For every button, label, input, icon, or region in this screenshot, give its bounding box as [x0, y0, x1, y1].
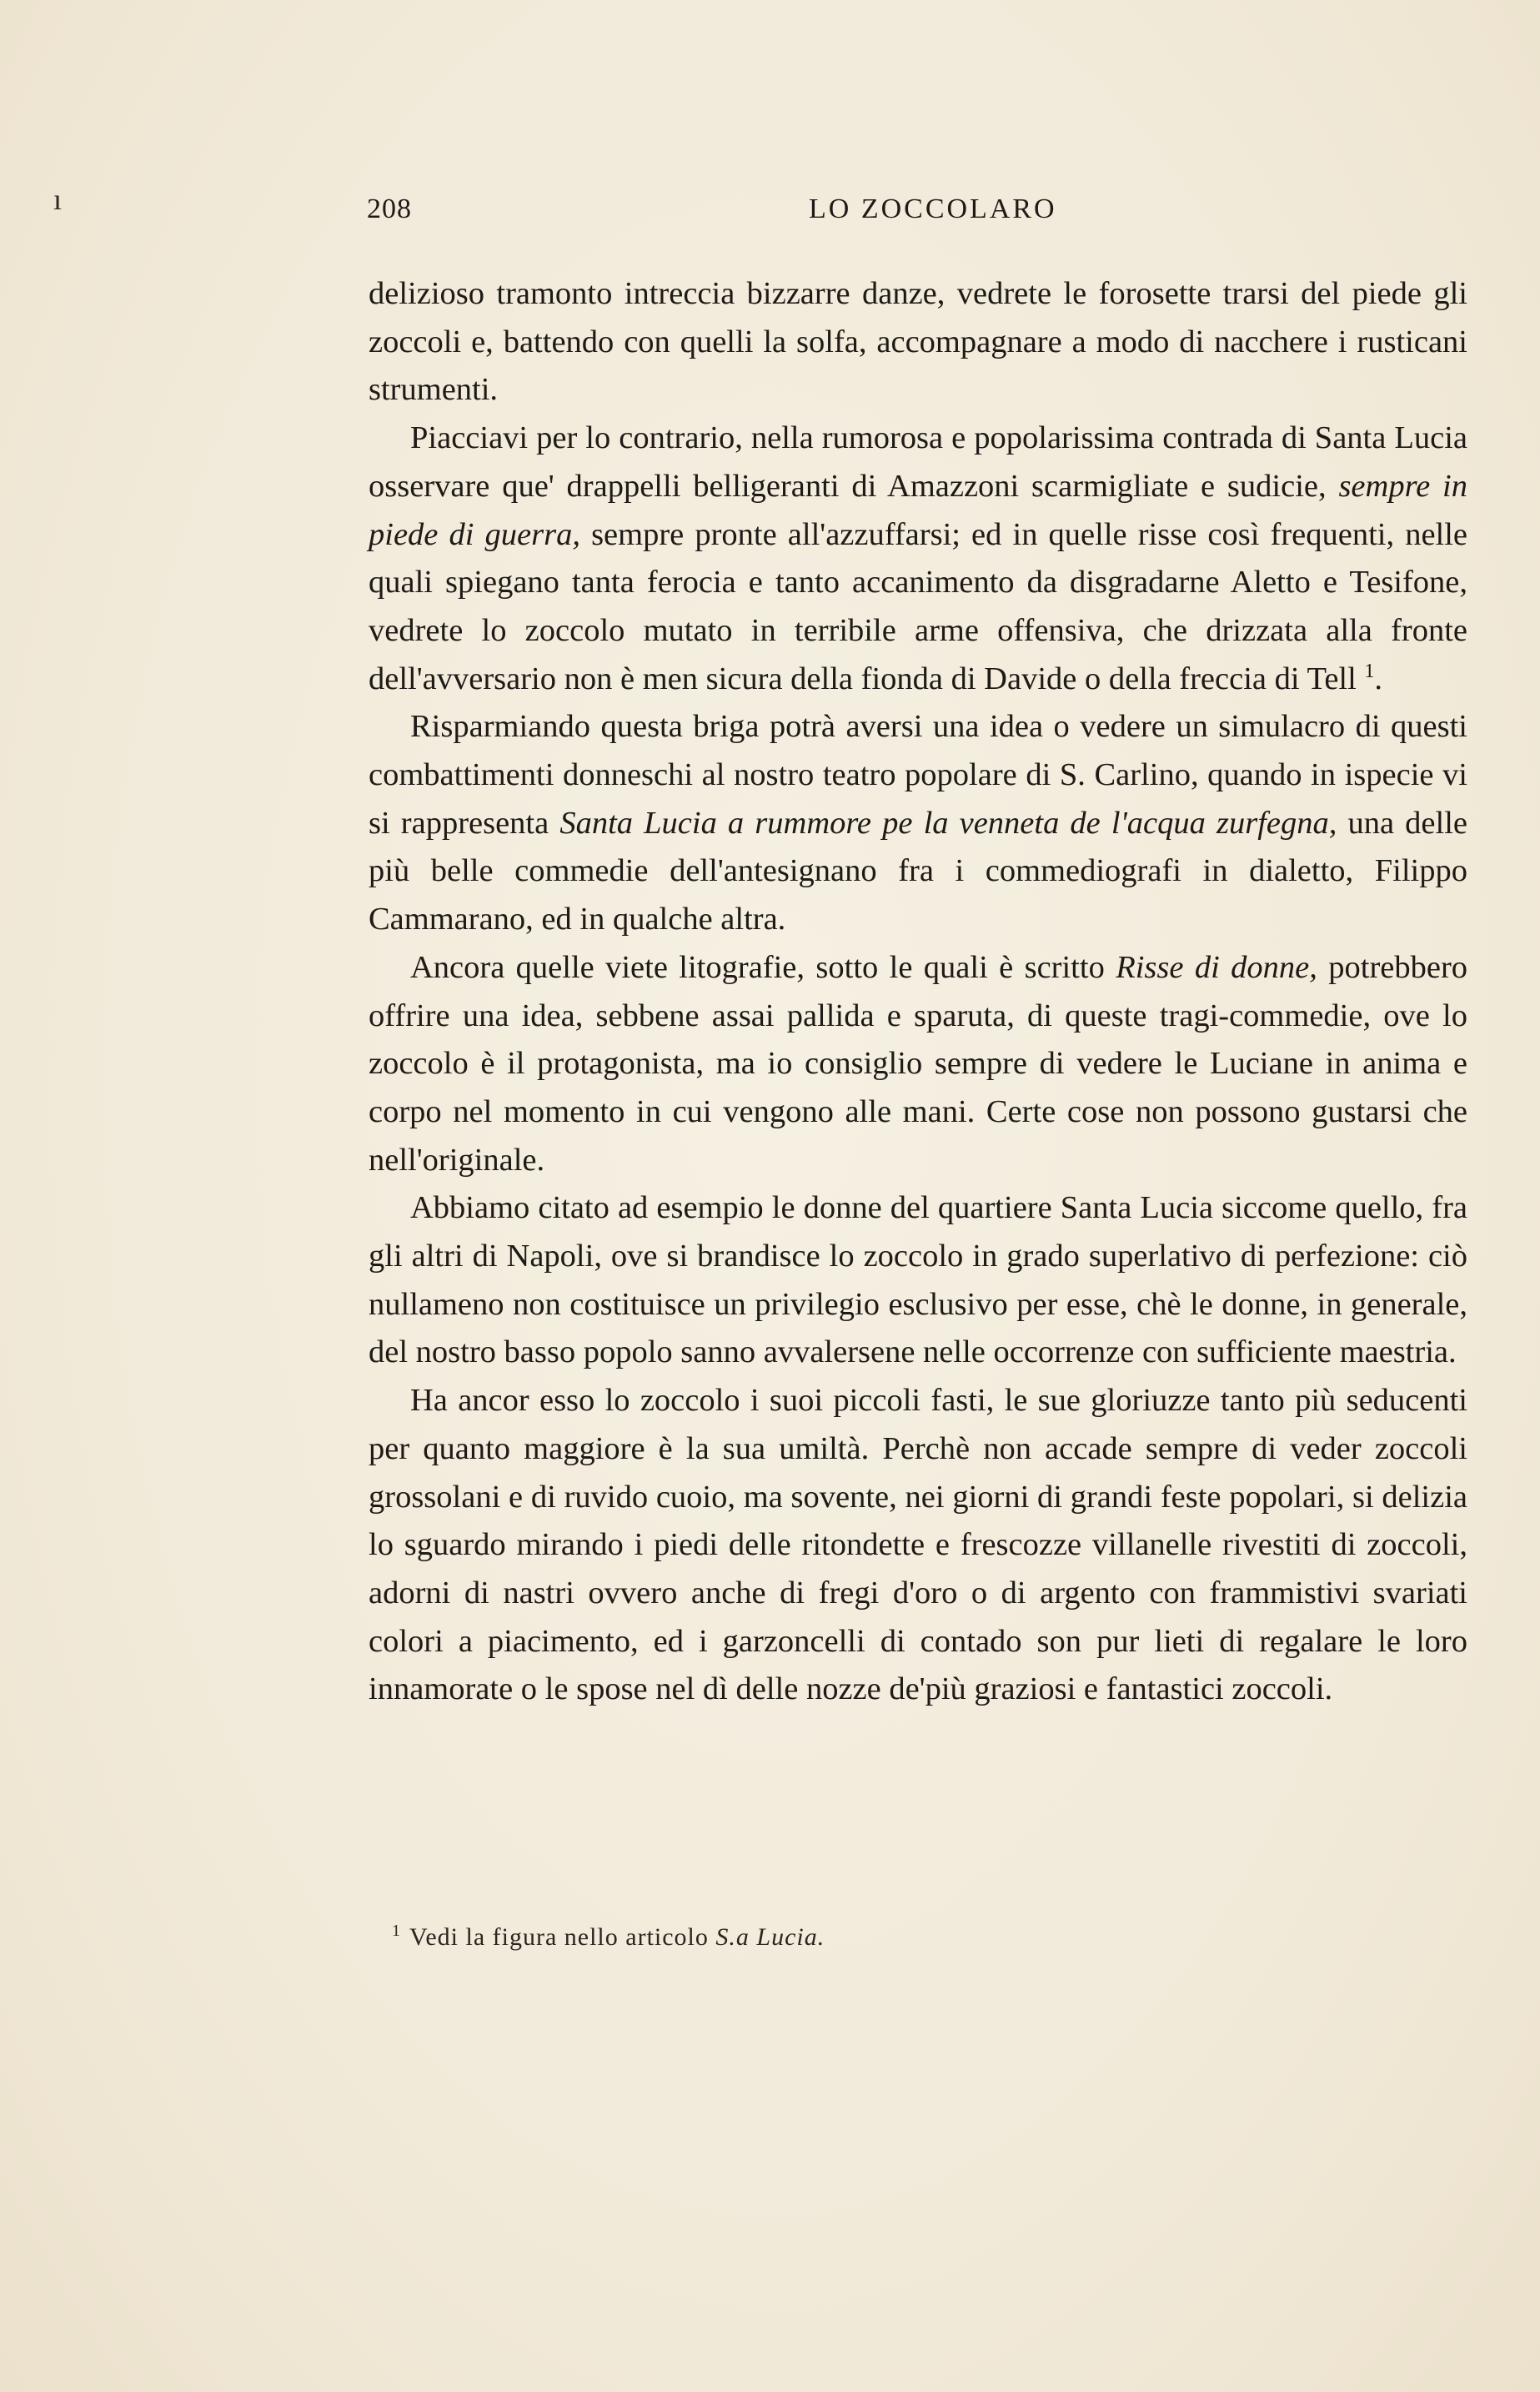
- paragraph-4: [369, 944, 1467, 1185]
- paragraph-1: [369, 270, 1467, 415]
- paragraph-text: sempre pronte all'azzuffarsi; ed in quelle risse così frequenti, nelle quali spiegano tanta ferocia e tanto accanimento da disgradarne Aletto e Tesifone, vedrete lo zoccolo mutato in terribile arme offensiva, che drizzata alla fronte dell'avversario non è men sicura della fionda di Davide o della freccia di Tell: [369, 516, 1468, 696]
- body-text: [369, 270, 1467, 1714]
- paragraph-5: [369, 1184, 1467, 1377]
- italic-title: Risse di donne,: [1116, 949, 1317, 985]
- paragraph-2: [369, 415, 1467, 703]
- running-head: [367, 193, 1467, 235]
- paragraph-text: delizioso tramonto intreccia bizzarre danze, vedrete le forosette trarsi del piede gli zoccoli e, battendo con quelli la solfa, accompagnare a modo di nacchere i rusticani strumenti.: [369, 276, 1467, 408]
- paragraph-text: Ancora quelle viete litografie, sotto le quali è scritto: [410, 949, 1105, 985]
- paragraph-text: Abbiamo citato ad esempio le donne del quartiere Santa Lucia siccome quello, fra gli altri di Napoli, ove si brandisce lo zoccolo in grado superlativo di perfezione: ciò nullameno non costituisce un privilegio esclusivo per esse, chè le donne, in generale, del nostro basso popolo sanno avvalersene nelle occorrenze con sufficiente maestria.: [369, 1190, 1467, 1370]
- paragraph-6: [369, 1377, 1467, 1714]
- page-number: 208: [367, 193, 412, 224]
- running-title: LO ZOCCOLARO: [809, 193, 1057, 224]
- paragraph-text: Ha ancor esso lo zoccolo i suoi piccoli fasti, le sue gloriuzze tanto più seducenti per quanto maggiore è la sua umiltà. Perchè non accade sempre di veder zoccoli grossolani e di ruvido cuoio, ma sovente, nei giorni di grandi feste popolari, si delizia lo sguardo mirando i piedi delle ritondette e frescozze villanelle rivestiti di zoccoli, adorni di nastri ovvero anche di fregi d'oro o di argento con frammistivi svariati colori a piacimento, ed i garzoncelli di contado son pur lieti di regalare le loro innamorate o le spose nel dì delle nozze de'più graziosi e fantastici zoccoli.: [369, 1383, 1467, 1707]
- footnote-reference[interactable]: 1: [1364, 660, 1375, 682]
- sentence-end: .: [1374, 661, 1383, 696]
- paragraph-text: Risparmiando questa briga potrà aversi una idea o vedere un simulacro di questi combattimenti donneschi al nostro teatro popolare di S. Carlino, quando in ispecie vi si rappresenta: [369, 709, 1467, 841]
- footnote-italic: S.a Lucia.: [715, 1923, 825, 1951]
- paragraph-text: una delle più belle commedie dell'antesignano fra i commediografi in dialetto, Filippo Cammarano, ed in qualche altra.: [369, 805, 1467, 937]
- margin-mark: ı: [53, 183, 63, 216]
- footnote-mark: 1: [392, 1922, 401, 1940]
- paragraph-3: [369, 703, 1467, 944]
- paragraph-text: potrebbero offrire una idea, sebbene assai pallida e sparuta, di queste tragi-commedie, ove lo zoccolo è il protagonista, ma io consiglio sempre di vedere le Luciane in anima e corpo nel momento in cui vengono alle mani. Certe cose non possono gustarsi che nell'originale.: [369, 949, 1468, 1178]
- italic-phrase: sempre in piede di guerra,: [369, 468, 1467, 552]
- paragraph-text: Piacciavi per lo contrario, nella rumorosa e popolarissima contrada di Santa Lucia osservare que' drappelli belligeranti di Amazzoni scarmigliate e sudicie,: [369, 420, 1467, 504]
- footnote: [392, 1922, 825, 1952]
- italic-title: Santa Lucia a rummore pe la venneta de l'acqua zurfegna,: [559, 805, 1337, 841]
- footnote-text: Vedi la figura nello articolo: [409, 1923, 709, 1951]
